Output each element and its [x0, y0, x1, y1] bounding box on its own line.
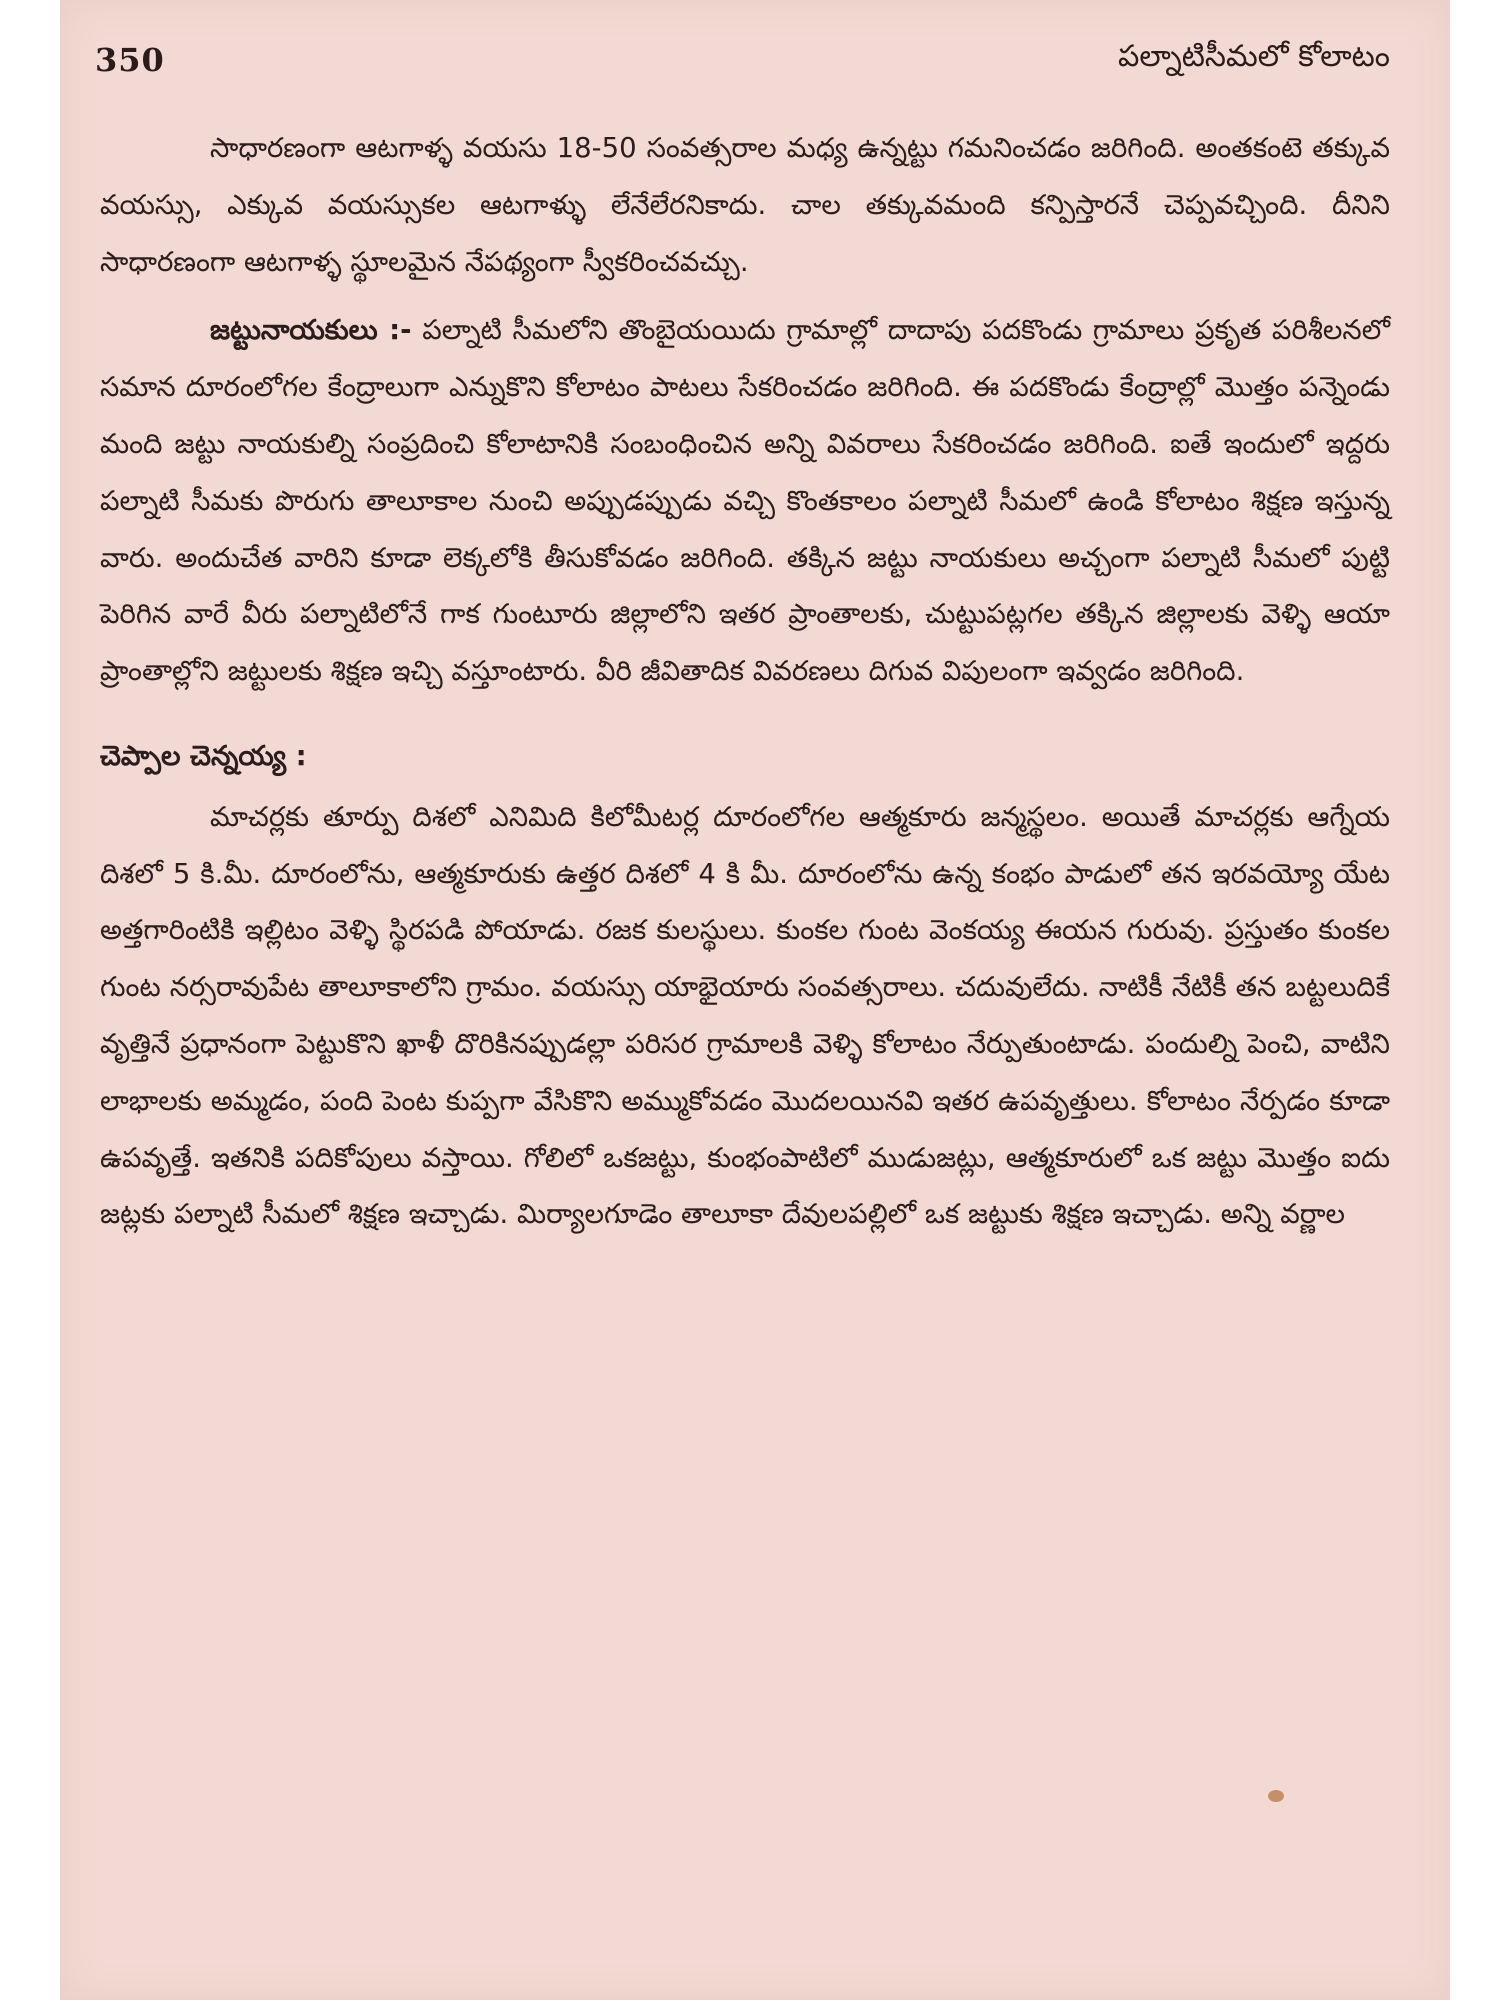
page-number: 350	[95, 41, 165, 79]
stain-mark	[1268, 1790, 1284, 1802]
section-heading: చెప్పాల చెన్నయ్య :	[100, 739, 307, 772]
team-leaders-label: జట్టునాయకులు :-	[210, 314, 412, 347]
running-title: పల్నాటిసీమలో కోలాటం	[1118, 39, 1390, 74]
paragraph-team-leaders	[100, 302, 1390, 700]
paragraph-age: సాధారణంగా ఆటగాళ్ళ వయసు 18-50 సంవత్సరాల మధ్య ఉన్నట్టు గమనించడం జరిగింది. అంతకంటె తక్కువ వయస్సు, ఎక్కువ వయస్సుకల ఆటగాళ్ళు లేనేలేరనికాదు. చాల తక్కువమంది కన్పిస్తారనే చెప్పవచ్చింది. దీనిని సాధారణంగా ఆటగాళ్ళ స్థూలమైన నేపథ్యంగా స్వీకరించవచ్చు.	[100, 132, 1390, 278]
page-body	[100, 120, 1390, 1243]
team-leaders-text: పల్నాటి సీమలోని తొంబైయయిదు గ్రామాల్లో దాదాపు పదకొండు గ్రామాలు ప్రకృత పరిశీలనలో సమాన దూరంలోగల కేంద్రాలుగా ఎన్నుకొని కోలాటం పాటలు సేకరించడం జరిగింది. ఈ పదకొండు కేంద్రాల్లో మొత్తం పన్నెండు మంది జట్టు నాయకుల్ని సంప్రదించి కోలాటానికి సంబంధించిన అన్ని వివరాలు సేకరించడం జరిగింది. ఐతే ఇందులో ఇద్దరు పల్నాటి సీమకు పొరుగు తాలూకాల నుంచి అప్పుడప్పుడు వచ్చి కొంతకాలం పల్నాటి సీమలో ఉండి కోలాటం శిక్షణ ఇస్తున్న వారు. అందుచేత వారిని కూడా లెక్కలోకి తీసుకోవడం జరిగింది. తక్కిన జట్టు నాయకులు అచ్చంగా పల్నాటి సీమలో పుట్టి పెరిగిన వారే వీరు పల్నాటిలోనే గాక గుంటూరు జిల్లాలోని ఇతర ప్రాంతాలకు, చుట్టుపట్లగల తక్కిన జిల్లాలకు వెళ్ళి ఆయా ప్రాంతాల్లోని జట్టులకు శిక్షణ ఇచ్చి వస్తూంటారు. వీరి జీవితాదిక వివరణలు దిగువ విపులంగా ఇవ్వడం జరిగింది.	[100, 314, 1391, 688]
page-header	[95, 28, 1390, 92]
paragraph-biography: మాచర్లకు తూర్పు దిశలో ఎనిమిది కిలోమీటర్ల దూరంలోగల ఆత్మకూరు జన్మస్థలం. అయితే మాచర్లకు ఆగ్నేయ దిశలో 5 కి.మీ. దూరంలోను, ఆత్మకూరుకు ఉత్తర దిశలో 4 కి మీ. దూరంలోను ఉన్న కంభం పాడులో తన ఇరవయ్యో యేట అత్తగారింటికి ఇల్లిటం వెళ్ళి స్థిరపడి పోయాడు. రజక కులస్థులు. కుంకల గుంట వెంకయ్య ఈయన గురువు. ప్రస్తుతం కుంకల గుంట నర్సరావుపేట తాలూకాలోని గ్రామం. వయస్సు యాభైయారు సంవత్సరాలు. చదువులేదు. నాటికీ నేటికీ తన బట్టలుదికే వృత్తినే ప్రధానంగా పెట్టుకొని ఖాళీ దొరికినప్పుడల్లా పరిసర గ్రామాలకి వెళ్ళి కోలాటం నేర్పుతుంటాడు. పందుల్ని పెంచి, వాటిని లాభాలకు అమ్మడం, పంది పెంట కుప్పగా వేసికొని అమ్ముకోవడం మొదలయినవి ఇతర ఉపవృత్తులు. కోలాటం నేర్పడం కూడా ఉపవృత్తే. ఇతనికి పదికోపులు వస్తాయి. గోలిలో ఒకజట్టు, కుంభంపాటిలో ముడుజట్లు, ఆత్మకూరులో ఒక జట్టు మొత్తం ఐదు జట్లకు పల్నాటి సీమలో శిక్షణ ఇచ్చాడు. మిర్యాలగూడెం తాలూకా దేవులపల్లిలో ఒక జట్టుకు శిక్షణ ఇచ్చాడు. అన్ని వర్ణాల	[100, 800, 1390, 1231]
